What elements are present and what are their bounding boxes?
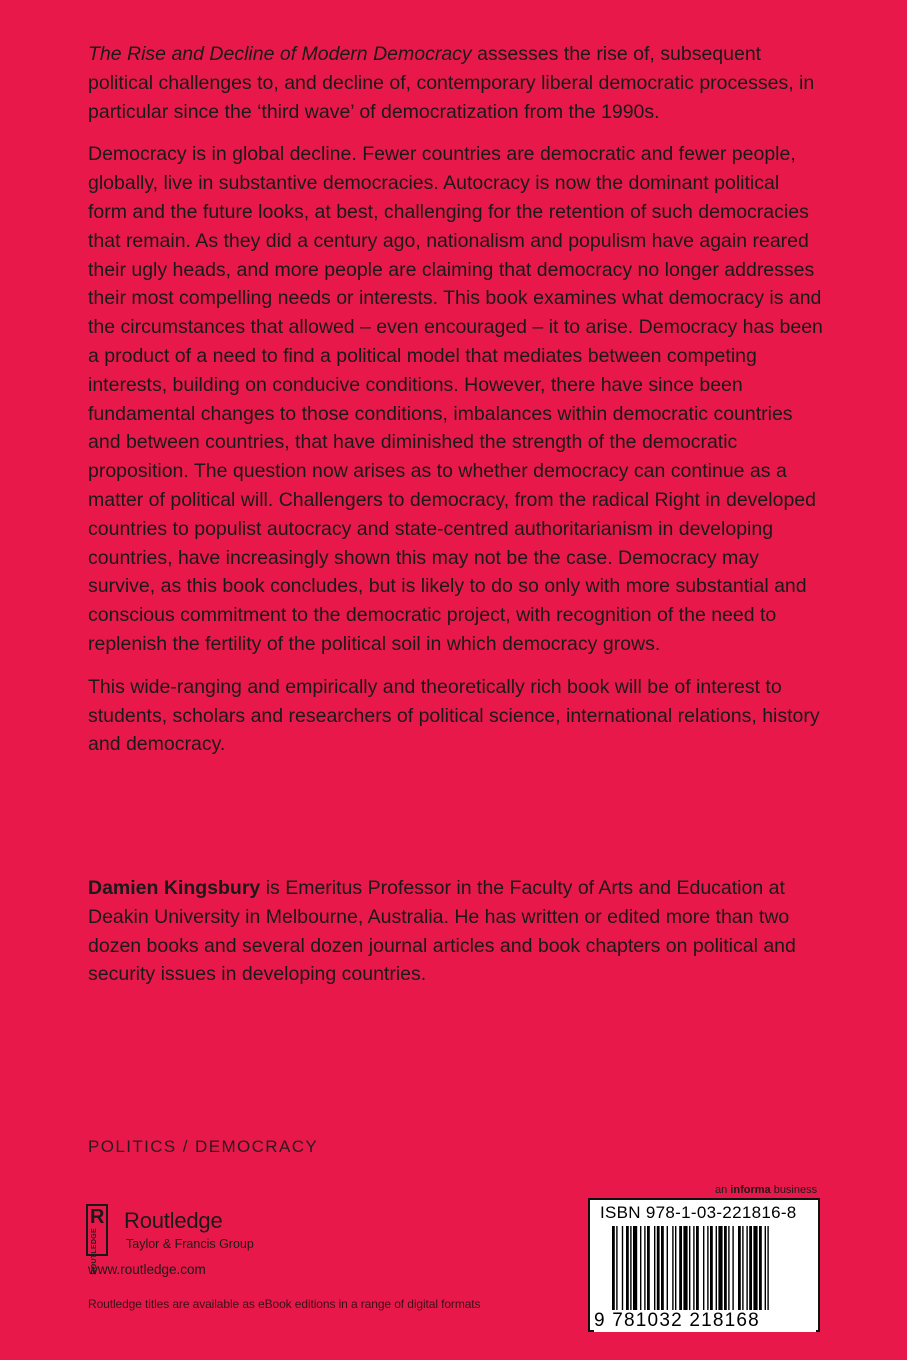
barcode-bar bbox=[644, 1226, 645, 1316]
barcode-bar bbox=[657, 1226, 660, 1316]
barcode-bar bbox=[749, 1226, 752, 1316]
barcode-bar bbox=[654, 1226, 655, 1316]
barcode-bar bbox=[616, 1226, 617, 1316]
publisher-group: Taylor & Francis Group bbox=[126, 1237, 254, 1251]
informa-prefix: an bbox=[715, 1184, 731, 1196]
back-cover-blurb bbox=[88, 40, 823, 773]
barcode-bar bbox=[647, 1226, 650, 1316]
subject-category: POLITICS / DEMOCRACY bbox=[88, 1137, 319, 1156]
author-name: Damien Kingsbury bbox=[88, 877, 261, 899]
barcode-bar bbox=[716, 1226, 717, 1316]
publisher-website: www.routledge.com bbox=[88, 1262, 206, 1277]
ean-digits: 9 781032 218168 bbox=[594, 1310, 816, 1332]
blurb-paragraph-3: This wide-ranging and empirically and theoretically rich book will be of interest to students, scholars and researchers of political science, international relations, history and democracy. bbox=[88, 675, 820, 756]
barcode-bar bbox=[696, 1226, 699, 1316]
barcode-bar bbox=[753, 1226, 757, 1316]
barcode-bar bbox=[626, 1226, 629, 1316]
barcode-bar bbox=[767, 1226, 768, 1316]
barcode-bar bbox=[689, 1226, 690, 1316]
barcode-bar bbox=[693, 1226, 694, 1316]
blurb-paragraph-1 bbox=[88, 40, 823, 126]
barcode-bar bbox=[667, 1226, 668, 1316]
barcode-bar bbox=[728, 1226, 729, 1316]
barcode-bar bbox=[672, 1226, 673, 1316]
barcode-bar bbox=[703, 1226, 704, 1316]
barcode-bar bbox=[661, 1226, 664, 1316]
barcode-bar bbox=[732, 1226, 733, 1316]
barcode-bar bbox=[738, 1226, 741, 1316]
barcode-bar bbox=[679, 1226, 682, 1316]
routledge-emblem-letter: R bbox=[90, 1206, 105, 1228]
barcode-bar bbox=[718, 1226, 722, 1316]
barcode-bar bbox=[724, 1226, 727, 1316]
barcode-bar bbox=[710, 1226, 713, 1316]
informa-brand: informa bbox=[730, 1184, 771, 1196]
informa-suffix: business bbox=[770, 1184, 818, 1196]
author-bio-text: is Emeritus Professor in the Faculty of Arts and Education at Deakin University in Melbourne, Australia. He has written or edited more than two dozen books and several dozen journal articles and book chapters on political and security issues in developing countries. bbox=[88, 877, 796, 986]
barcode-bar bbox=[746, 1226, 747, 1316]
barcode-bar bbox=[630, 1226, 631, 1316]
author-bio bbox=[88, 874, 823, 989]
barcode-bar bbox=[707, 1226, 708, 1316]
ebook-availability-note: Routledge titles are available as eBook editions in a range of digital formats bbox=[88, 1297, 481, 1311]
routledge-emblem-icon bbox=[86, 1204, 108, 1275]
routledge-emblem-vertical-text: ROUTLEDGE bbox=[91, 1228, 98, 1275]
blurb-paragraph-1-text: assesses the rise of, subsequent political challenges to, and decline of, contemporary liberal democratic processes, in particular since the ‘third wave’ of democratization from the 1990s. bbox=[88, 43, 815, 123]
barcode-icon bbox=[612, 1226, 812, 1316]
barcode-bar bbox=[675, 1226, 676, 1316]
isbn-barcode-box bbox=[588, 1198, 820, 1332]
barcode-bar bbox=[759, 1226, 762, 1316]
barcode-bar bbox=[612, 1226, 615, 1316]
barcode-bar bbox=[683, 1226, 687, 1316]
barcode-bar bbox=[742, 1226, 743, 1316]
informa-business-tagline bbox=[715, 1184, 817, 1196]
publisher-name: Routledge bbox=[124, 1208, 223, 1233]
book-title-italic: The Rise and Decline of Modern Democracy bbox=[88, 43, 472, 65]
barcode-bar bbox=[640, 1226, 641, 1316]
blurb-paragraph-2: Democracy is in global decline. Fewer countries are democratic and fewer people, globally, live in substantive democracies. Autocracy is now the dominant political form and the future looks, at best, challenging for the retention of such democracies that remain. As they did a century ago, nationalism and populism have again reared their ugly heads, and more people are claiming that democracy no longer addresses their most compelling needs or interests. This book examines what democracy is and the circumstances that allowed – even encouraged – it to arise. Democracy has been a product of a need to find a political model that mediates between competing interests, building on conducive conditions. However, there have since been fundamental changes to those conditions, imbalances within democratic countries and between countries, that have diminished the strength of the democratic proposition. The question now arises as to whether democracy can continue as a matter of political will. Challengers to democracy, from the radical Right in developed countries to populist autocracy and state-centred authoritarianism in developing countries, have increasingly shown this may not be the case. Democracy may survive, as this book concludes, but is likely to do so only with more substantial and conscious commitment to the democratic project, with recognition of the need to replenish the fertility of the political soil in which democracy grows. bbox=[88, 143, 823, 655]
barcode-bar bbox=[765, 1226, 766, 1316]
barcode-bar bbox=[633, 1226, 637, 1316]
isbn-label: ISBN 978-1-03-221816-8 bbox=[600, 1203, 797, 1222]
barcode-bar bbox=[622, 1226, 623, 1316]
